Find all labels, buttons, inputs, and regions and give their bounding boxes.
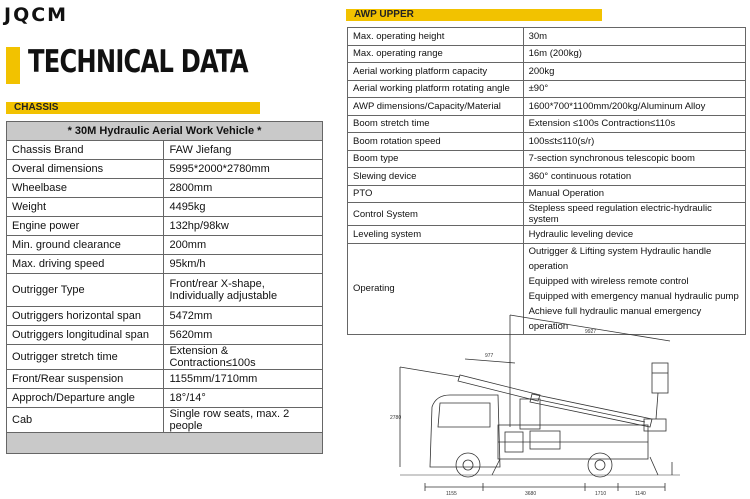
table-row <box>7 160 323 179</box>
spec-label: Wheelbase <box>7 179 164 198</box>
spec-label: Operating <box>348 243 524 334</box>
table-row <box>7 370 323 389</box>
spec-value: ±90° <box>523 80 745 98</box>
wheels <box>456 453 612 477</box>
operating-line: Outrigger & Lifting system Hydraulic handle operation <box>528 245 712 272</box>
table-row <box>7 255 323 274</box>
table-row <box>7 179 323 198</box>
spec-value: 200kg <box>523 63 745 81</box>
spec-value: 100s≤t≤110(s/r) <box>523 133 745 151</box>
spec-label: Leveling system <box>348 226 524 244</box>
spec-label: Chassis Brand <box>7 141 164 160</box>
table-row <box>7 326 323 345</box>
table-row <box>7 389 323 408</box>
spec-value: FAW Jiefang <box>164 141 323 160</box>
spec-value: Extension ≤100s Contraction≤110s <box>523 115 745 133</box>
spec-label: Boom stretch time <box>348 115 524 133</box>
spec-value: 1155mm/1710mm <box>164 370 323 389</box>
spec-value: Stepless speed regulation electric-hydraulic system <box>523 203 745 226</box>
spec-value: 132hp/98kw <box>164 217 323 236</box>
spec-label: Aerial working platform rotating angle <box>348 80 524 98</box>
spec-value: 1600*700*1100mm/200kg/Aluminum Alloy <box>523 98 745 116</box>
table-row <box>348 80 746 98</box>
spec-label: Outriggers longitudinal span <box>7 326 164 345</box>
spec-label: Min. ground clearance <box>7 236 164 255</box>
spec-value: 95km/h <box>164 255 323 274</box>
dim-label: 9927 <box>585 329 597 335</box>
spec-label: Outrigger Type <box>7 274 164 307</box>
spec-value: 4495kg <box>164 198 323 217</box>
spec-value: 30m <box>523 28 745 46</box>
table-row <box>348 203 746 226</box>
chassis-section-header: CHASSIS <box>6 102 260 114</box>
chassis-table <box>6 121 323 454</box>
operating-line: Achieve full hydraulic manual emergency operation <box>528 305 702 332</box>
spec-value: 5995*2000*2780mm <box>164 160 323 179</box>
table-row <box>348 168 746 186</box>
dim-label: 1140 <box>635 491 646 497</box>
table-row <box>348 185 746 203</box>
spec-value: 5620mm <box>164 326 323 345</box>
spec-value: Manual Operation <box>523 185 745 203</box>
spec-label: Max. operating height <box>348 28 524 46</box>
table-row <box>348 150 746 168</box>
table-row <box>348 115 746 133</box>
spec-value: 360° continuous rotation <box>523 168 745 186</box>
table-row <box>348 98 746 116</box>
title-accent-bar <box>6 47 20 84</box>
table-row <box>7 236 323 255</box>
spec-label: PTO <box>348 185 524 203</box>
spec-label: Max. operating range <box>348 45 524 63</box>
table-row <box>7 141 323 160</box>
spec-value: 16m (200kg) <box>523 45 745 63</box>
spec-value: 18°/14° <box>164 389 323 408</box>
spec-label: Cab <box>7 408 164 433</box>
spec-label: Weight <box>7 198 164 217</box>
table-row <box>348 45 746 63</box>
table-row <box>348 133 746 151</box>
spec-label: Boom type <box>348 150 524 168</box>
spec-label: Front/Rear suspension <box>7 370 164 389</box>
dim-label: 1710 <box>595 491 607 497</box>
spec-value: Hydraulic leveling device <box>523 226 745 244</box>
spec-label: Engine power <box>7 217 164 236</box>
table-row <box>7 274 323 307</box>
chassis-banner: * 30M Hydraulic Aerial Work Vehicle * <box>7 122 323 141</box>
spec-label: Boom rotation speed <box>348 133 524 151</box>
table-row <box>7 217 323 236</box>
table-row <box>7 345 323 370</box>
spec-value: Single row seats, max. 2 people <box>164 408 323 433</box>
work-platform <box>644 363 668 431</box>
table-row <box>7 307 323 326</box>
spec-label: Approch/Departure angle <box>7 389 164 408</box>
dim-label: 3680 <box>525 491 537 497</box>
spec-value: 2800mm <box>164 179 323 198</box>
spec-label: AWP dimensions/Capacity/Material <box>348 98 524 116</box>
spec-value: 200mm <box>164 236 323 255</box>
awp-section-header: AWP UPPER <box>346 9 602 21</box>
brand-logo: JQCM <box>4 4 69 26</box>
spec-label: Aerial working platform capacity <box>348 63 524 81</box>
table-row <box>348 226 746 244</box>
spec-value: 7-section synchronous telescopic boom <box>523 150 745 168</box>
spec-label: Overal dimensions <box>7 160 164 179</box>
spec-value: Extension & Contraction≤100s <box>164 345 323 370</box>
chassis-footer <box>7 433 323 454</box>
table-row <box>7 198 323 217</box>
truck-chassis <box>492 425 658 475</box>
spec-value: Front/rear X-shape, Individually adjustable <box>164 274 323 307</box>
spec-label: Control System <box>348 203 524 226</box>
table-row <box>7 408 323 433</box>
operating-line: Equipped with emergency manual hydraulic pump <box>528 290 739 302</box>
spec-label: Outriggers horizontal span <box>7 307 164 326</box>
spec-label: Outrigger stretch time <box>7 345 164 370</box>
table-row <box>348 63 746 81</box>
page-title: TECHNICAL DATA <box>28 44 248 80</box>
spec-label: Slewing device <box>348 168 524 186</box>
truck-cab <box>430 395 500 467</box>
dim-label: 2780 <box>390 415 402 421</box>
spec-value: 5472mm <box>164 307 323 326</box>
dim-label: 977 <box>485 353 494 359</box>
awp-table <box>347 27 746 335</box>
dim-label: 1155 <box>446 491 457 497</box>
table-row <box>348 28 746 46</box>
vehicle-drawing <box>380 307 688 497</box>
operating-line: Equipped with wireless remote control <box>528 275 689 287</box>
spec-label: Max. driving speed <box>7 255 164 274</box>
